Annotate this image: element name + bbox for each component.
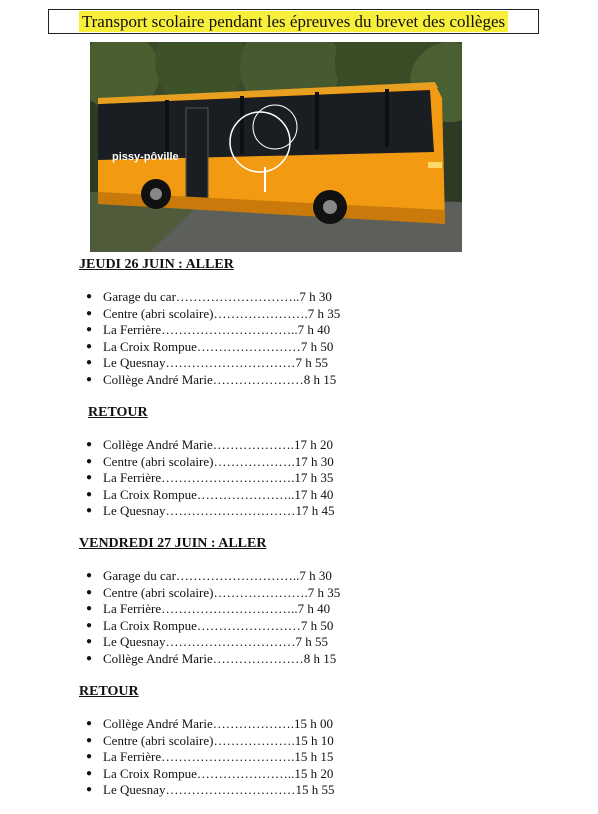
bullet-icon: ● [86,357,93,369]
bus-illustration [90,42,462,252]
section-heading-jeudi-retour: RETOUR [88,405,148,420]
bullet-icon: ● [86,570,93,581]
bullet-icon: ● [86,784,93,796]
bullet-icon: ● [86,340,93,352]
page-title: Transport scolaire pendant les épreuves du brevet des collèges [79,11,508,32]
bullet-icon: ● [86,488,93,500]
section-heading-vendredi-aller: VENDREDI 27 JUIN : ALLER [79,536,267,551]
bullet-icon: ● [86,291,93,302]
bullet-icon: ● [86,586,93,598]
bullet-icon: ● [86,767,93,779]
bullet-icon: ● [86,472,93,484]
bullet-icon: ● [86,455,93,467]
bullet-icon: ● [86,439,93,450]
bullet-icon: ● [86,324,93,336]
bullet-icon: ● [86,603,93,615]
bus-logo: pissy-pôville [112,151,179,163]
title-box [48,9,539,34]
bullet-icon: ● [86,734,93,746]
bus-photo [90,42,462,252]
bullet-icon: ● [86,636,93,648]
section-heading-vendredi-retour: RETOUR [79,684,139,699]
section-heading-jeudi-aller: JEUDI 26 JUIN : ALLER [79,257,234,272]
bullet-icon: ● [86,751,93,763]
bullet-icon: ● [86,718,93,729]
bullet-icon: ● [86,652,93,664]
bullet-icon: ● [86,505,93,517]
bullet-icon: ● [86,373,93,385]
bullet-icon: ● [86,619,93,631]
bullet-icon: ● [86,307,93,319]
